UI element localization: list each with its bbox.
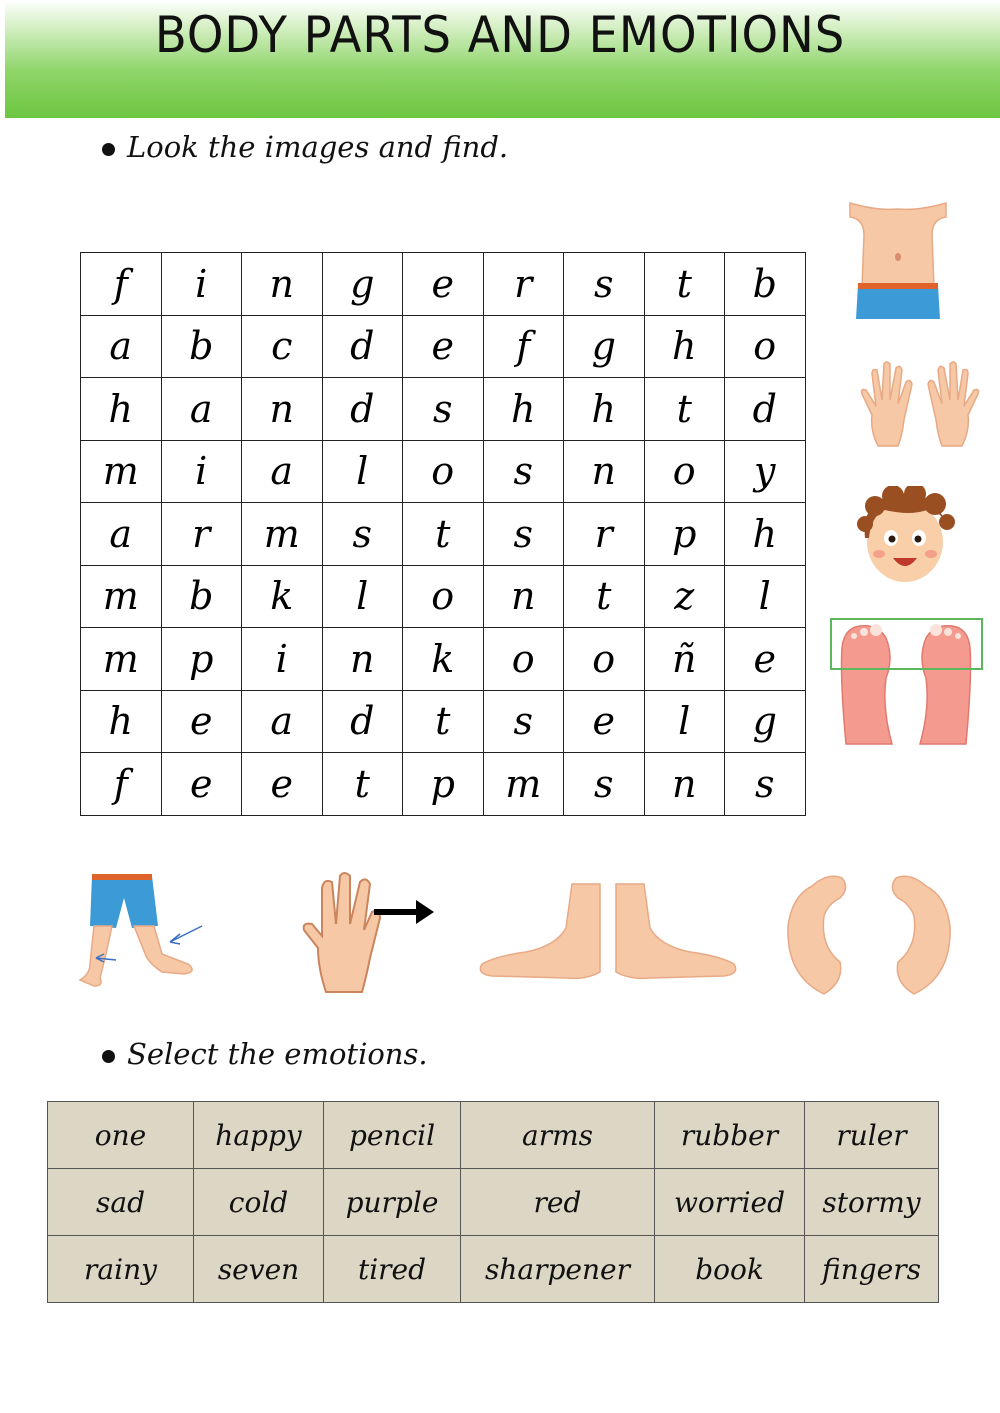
- word-option-cell[interactable]: sharpener: [461, 1236, 655, 1303]
- grid-letter-cell[interactable]: i: [161, 253, 242, 316]
- grid-letter-cell[interactable]: n: [483, 565, 564, 628]
- grid-letter-cell[interactable]: h: [483, 378, 564, 441]
- grid-letter-cell[interactable]: e: [564, 690, 645, 753]
- grid-letter-cell[interactable]: n: [564, 440, 645, 503]
- grid-letter-cell[interactable]: o: [403, 565, 484, 628]
- grid-letter-cell[interactable]: t: [403, 690, 484, 753]
- grid-letter-cell[interactable]: e: [725, 628, 806, 691]
- grid-letter-cell[interactable]: h: [81, 690, 162, 753]
- grid-row: [81, 503, 806, 566]
- grid-letter-cell[interactable]: s: [725, 753, 806, 816]
- grid-letter-cell[interactable]: e: [403, 253, 484, 316]
- grid-letter-cell[interactable]: o: [403, 440, 484, 503]
- grid-letter-cell[interactable]: ñ: [644, 628, 725, 691]
- grid-letter-cell[interactable]: p: [644, 503, 725, 566]
- grid-letter-cell[interactable]: r: [161, 503, 242, 566]
- word-search-grid: [80, 252, 806, 816]
- word-option-cell[interactable]: one: [48, 1102, 194, 1169]
- word-row: [48, 1236, 939, 1303]
- grid-letter-cell[interactable]: o: [564, 628, 645, 691]
- word-option-cell[interactable]: cold: [194, 1169, 324, 1236]
- word-option-cell[interactable]: rubber: [655, 1102, 805, 1169]
- grid-letter-cell[interactable]: o: [644, 440, 725, 503]
- word-option-cell[interactable]: stormy: [805, 1169, 939, 1236]
- grid-letter-cell[interactable]: n: [644, 753, 725, 816]
- word-option-cell[interactable]: pencil: [324, 1102, 461, 1169]
- grid-letter-cell[interactable]: d: [322, 690, 403, 753]
- grid-letter-cell[interactable]: s: [564, 253, 645, 316]
- grid-letter-cell[interactable]: h: [644, 315, 725, 378]
- grid-letter-cell[interactable]: h: [564, 378, 645, 441]
- grid-letter-cell[interactable]: g: [564, 315, 645, 378]
- grid-letter-cell[interactable]: i: [242, 628, 323, 691]
- grid-letter-cell[interactable]: a: [242, 440, 323, 503]
- word-option-cell[interactable]: sad: [48, 1169, 194, 1236]
- word-row: [48, 1102, 939, 1169]
- grid-letter-cell[interactable]: k: [242, 565, 323, 628]
- grid-letter-cell[interactable]: f: [81, 253, 162, 316]
- instruction-find: [102, 130, 508, 164]
- head-icon[interactable]: [855, 486, 955, 586]
- grid-letter-cell[interactable]: d: [322, 378, 403, 441]
- word-option-cell[interactable]: worried: [655, 1169, 805, 1236]
- grid-row: [81, 565, 806, 628]
- bullet-icon: [102, 143, 115, 156]
- grid-letter-cell[interactable]: t: [564, 565, 645, 628]
- feet-icon[interactable]: [476, 880, 740, 984]
- grid-letter-cell[interactable]: d: [725, 378, 806, 441]
- grid-letter-cell[interactable]: b: [725, 253, 806, 316]
- bullet-icon: [102, 1050, 115, 1063]
- grid-letter-cell[interactable]: s: [483, 690, 564, 753]
- grid-letter-cell[interactable]: r: [564, 503, 645, 566]
- grid-letter-cell[interactable]: l: [725, 565, 806, 628]
- grid-row: [81, 378, 806, 441]
- grid-letter-cell[interactable]: t: [322, 753, 403, 816]
- grid-letter-cell[interactable]: h: [725, 503, 806, 566]
- instruction-select: [102, 1037, 428, 1071]
- word-option-cell[interactable]: rainy: [48, 1236, 194, 1303]
- word-option-cell[interactable]: purple: [324, 1169, 461, 1236]
- grid-letter-cell[interactable]: e: [242, 753, 323, 816]
- toes-icon[interactable]: [830, 618, 984, 746]
- word-option-cell[interactable]: tired: [324, 1236, 461, 1303]
- grid-letter-cell[interactable]: l: [322, 440, 403, 503]
- word-row: [48, 1169, 939, 1236]
- word-option-cell[interactable]: arms: [461, 1102, 655, 1169]
- grid-letter-cell[interactable]: a: [161, 378, 242, 441]
- grid-letter-cell[interactable]: n: [242, 378, 323, 441]
- grid-letter-cell[interactable]: s: [483, 440, 564, 503]
- grid-letter-cell[interactable]: a: [81, 315, 162, 378]
- emotions-word-table: [47, 1101, 939, 1303]
- grid-letter-cell[interactable]: i: [161, 440, 242, 503]
- word-option-cell[interactable]: happy: [194, 1102, 324, 1169]
- grid-letter-cell[interactable]: t: [644, 253, 725, 316]
- grid-row: [81, 628, 806, 691]
- grid-letter-cell[interactable]: m: [483, 753, 564, 816]
- grid-letter-cell[interactable]: n: [322, 628, 403, 691]
- arms-icon[interactable]: [784, 866, 954, 996]
- word-option-cell[interactable]: seven: [194, 1236, 324, 1303]
- word-option-cell[interactable]: fingers: [805, 1236, 939, 1303]
- grid-letter-cell[interactable]: g: [322, 253, 403, 316]
- grid-letter-cell[interactable]: y: [725, 440, 806, 503]
- grid-letter-cell[interactable]: p: [403, 753, 484, 816]
- grid-letter-cell[interactable]: g: [725, 690, 806, 753]
- grid-letter-cell[interactable]: h: [81, 378, 162, 441]
- grid-letter-cell[interactable]: e: [161, 753, 242, 816]
- grid-row: [81, 315, 806, 378]
- grid-letter-cell[interactable]: t: [403, 503, 484, 566]
- grid-letter-cell[interactable]: f: [81, 753, 162, 816]
- grid-row: [81, 690, 806, 753]
- grid-letter-cell[interactable]: s: [322, 503, 403, 566]
- grid-letter-cell[interactable]: o: [725, 315, 806, 378]
- grid-letter-cell[interactable]: r: [483, 253, 564, 316]
- page-title: BODY PARTS AND EMOTIONS: [154, 6, 846, 64]
- grid-letter-cell[interactable]: c: [242, 315, 323, 378]
- grid-letter-cell[interactable]: p: [161, 628, 242, 691]
- grid-letter-cell[interactable]: o: [483, 628, 564, 691]
- grid-letter-cell[interactable]: s: [483, 503, 564, 566]
- grid-letter-cell[interactable]: b: [161, 565, 242, 628]
- grid-letter-cell[interactable]: l: [644, 690, 725, 753]
- grid-letter-cell[interactable]: n: [242, 253, 323, 316]
- grid-row: [81, 753, 806, 816]
- instruction-find-text: Look the images and find.: [127, 130, 509, 164]
- hands-icon[interactable]: [858, 360, 982, 448]
- grid-letter-cell[interactable]: f: [483, 315, 564, 378]
- grid-letter-cell[interactable]: a: [242, 690, 323, 753]
- grid-letter-cell[interactable]: m: [81, 565, 162, 628]
- word-option-cell[interactable]: book: [655, 1236, 805, 1303]
- grid-letter-cell[interactable]: s: [564, 753, 645, 816]
- grid-letter-cell[interactable]: d: [322, 315, 403, 378]
- grid-letter-cell[interactable]: t: [644, 378, 725, 441]
- grid-letter-cell[interactable]: m: [81, 628, 162, 691]
- grid-letter-cell[interactable]: k: [403, 628, 484, 691]
- instruction-select-text: Select the emotions.: [127, 1037, 428, 1071]
- grid-letter-cell[interactable]: m: [81, 440, 162, 503]
- grid-letter-cell[interactable]: e: [161, 690, 242, 753]
- grid-letter-cell[interactable]: a: [81, 503, 162, 566]
- body-icon[interactable]: [848, 195, 948, 321]
- word-option-cell[interactable]: ruler: [805, 1102, 939, 1169]
- word-option-cell[interactable]: red: [461, 1169, 655, 1236]
- grid-letter-cell[interactable]: e: [403, 315, 484, 378]
- grid-row: [81, 253, 806, 316]
- grid-letter-cell[interactable]: b: [161, 315, 242, 378]
- grid-row: [81, 440, 806, 503]
- grid-letter-cell[interactable]: m: [242, 503, 323, 566]
- fingers-icon[interactable]: [300, 868, 440, 996]
- grid-letter-cell[interactable]: s: [403, 378, 484, 441]
- grid-letter-cell[interactable]: l: [322, 565, 403, 628]
- knees-icon[interactable]: [70, 868, 210, 992]
- grid-letter-cell[interactable]: z: [644, 565, 725, 628]
